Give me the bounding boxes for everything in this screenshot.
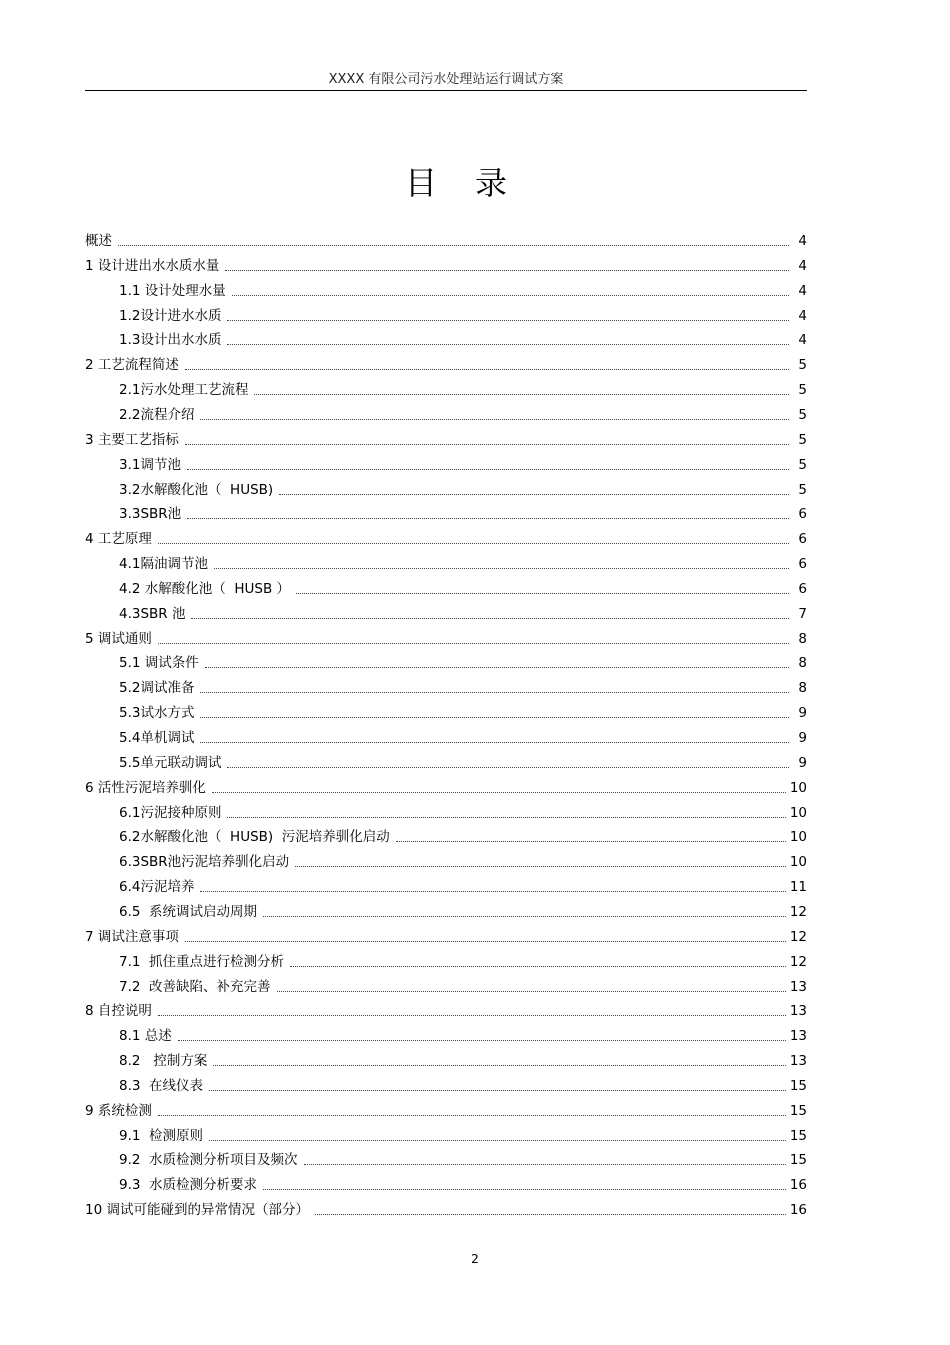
toc-entry-label: 7.2 改善缺陷、补充完善 [119,979,271,995]
toc-entry-label: 2 工艺流程简述 [85,357,179,373]
toc-entry-label: 5.5单元联动调试 [119,755,222,771]
toc-leader-dots [277,991,786,992]
toc-entry-page: 9 [798,705,807,721]
toc-entry-page: 4 [798,283,807,299]
toc-entry-label: 6.5 系统调试启动周期 [119,904,258,920]
toc-leader-dots [200,891,785,892]
toc-entry-label: 1.2设计进水水质 [119,308,222,324]
toc-leader-dots [214,568,789,569]
toc-entry-page: 5 [798,357,807,373]
toc-leader-dots [205,667,789,668]
toc-leader-dots [304,1164,786,1165]
toc-entry[interactable] [119,826,807,846]
toc-entry-page: 5 [798,482,807,498]
toc-leader-dots [396,841,786,842]
toc-entry-label: 6 活性污泥培养驯化 [85,780,206,796]
toc-leader-dots [185,369,789,370]
toc-entry[interactable] [119,280,807,300]
toc-entry[interactable] [119,603,807,623]
toc-leader-dots [158,543,789,544]
toc-entry[interactable] [119,851,807,871]
header-title: XXXX 有限公司污水处理站运行调试方案 [328,72,564,87]
toc-leader-dots [212,792,786,793]
toc-entry[interactable] [119,876,807,896]
toc-entry[interactable] [119,1174,807,1194]
toc-leader-dots [185,444,789,445]
toc-entry-page: 4 [798,233,807,249]
toc-entry-label: 8.2 控制方案 [119,1053,208,1069]
toc-entry-page: 10 [789,780,807,796]
toc-entry-label: 8.3 在线仪表 [119,1078,204,1094]
toc-leader-dots [187,469,789,470]
toc-entry[interactable] [85,628,807,648]
toc-entry-label: 9.2 水质检测分析项目及频次 [119,1152,298,1168]
toc-leader-dots [200,692,789,693]
toc-leader-dots [295,866,786,867]
toc-leader-dots [225,270,789,271]
toc-entry-label: 4.3SBR 池 [119,606,186,622]
toc-entry[interactable] [85,230,807,250]
toc-entry-label: 3.1调节池 [119,457,181,473]
toc-leader-dots [263,1189,786,1190]
toc-leader-dots [213,1065,785,1066]
toc-entry[interactable] [119,1025,807,1045]
toc-entry-page: 15 [789,1152,807,1168]
toc-leader-dots [254,394,789,395]
toc-entry-page: 6 [798,506,807,522]
toc-leader-dots [185,941,786,942]
toc-entry[interactable] [119,802,807,822]
toc-entry[interactable] [119,677,807,697]
toc-entry[interactable] [119,652,807,672]
toc-entry-label: 3.2水解酸化池（ HUSB) [119,482,274,498]
toc-leader-dots [232,295,789,296]
toc-entry-label: 4.2 水解酸化池（ HUSB ） [119,581,290,597]
toc-title: 目录 [404,164,545,202]
toc-entry-page: 6 [798,531,807,547]
toc-entry[interactable] [119,578,807,598]
toc-leader-dots [209,1090,786,1091]
toc-leader-dots [158,1115,786,1116]
toc-entry-page: 12 [789,929,807,945]
toc-entry-label: 9.3 水质检测分析要求 [119,1177,258,1193]
toc-leader-dots [158,1015,786,1016]
toc-entry-label: 5.4单机调试 [119,730,195,746]
toc-entry-page: 4 [798,308,807,324]
toc-entry-page: 5 [798,432,807,448]
toc-entry-label: 7 调试注意事项 [85,929,179,945]
toc-entry[interactable] [119,379,807,399]
toc-entry-page: 15 [789,1103,807,1119]
toc-leader-dots [227,320,789,321]
toc-leader-dots [178,1040,786,1041]
toc-entry-label: 2.2流程介绍 [119,407,195,423]
toc-entry-label: 9.1 检测原则 [119,1128,204,1144]
toc-entry-page: 5 [798,382,807,398]
toc-entry-label: 6.3SBR池污泥培养驯化启动 [119,854,290,870]
toc-entry-page: 16 [789,1202,807,1218]
toc-leader-dots [227,344,789,345]
toc-entry-page: 6 [798,581,807,597]
toc-entry-label: 4.1隔油调节池 [119,556,208,572]
toc-entry-page: 16 [789,1177,807,1193]
toc-entry[interactable] [85,926,807,946]
toc-entry-label: 10 调试可能碰到的异常情况（部分） [85,1202,309,1218]
toc-entry-label: 2.1污水处理工艺流程 [119,382,249,398]
toc-entry-page: 8 [798,680,807,696]
toc-leader-dots [279,494,789,495]
toc-entry[interactable] [119,454,807,474]
toc-leader-dots [209,1140,786,1141]
toc-entry-label: 概述 [85,233,112,249]
toc-entry[interactable] [119,752,807,772]
toc-entry[interactable] [85,528,807,548]
toc-entry-page: 5 [798,457,807,473]
toc-entry-label: 3 主要工艺指标 [85,432,179,448]
toc-entry[interactable] [85,429,807,449]
toc-leader-dots [227,767,789,768]
toc-leader-dots [118,245,789,246]
toc-entry[interactable] [85,354,807,374]
toc-entry[interactable] [119,1125,807,1145]
toc-entry-label: 6.2水解酸化池（ HUSB) 污泥培养驯化启动 [119,829,390,845]
toc-entry-page: 8 [798,631,807,647]
toc-entry-label: 1.3设计出水水质 [119,332,222,348]
toc-leader-dots [263,916,786,917]
toc-entry-page: 4 [798,332,807,348]
toc-entry-page: 10 [789,805,807,821]
toc-leader-dots [227,817,785,818]
toc-leader-dots [187,518,789,519]
toc-entry-page: 12 [789,904,807,920]
toc-entry-page: 13 [789,979,807,995]
toc-entry[interactable] [119,727,807,747]
toc-entry-label: 6.4污泥培养 [119,879,195,895]
toc-entry[interactable] [119,479,807,499]
toc-entry-label: 5 调试通则 [85,631,152,647]
toc-entry[interactable] [119,329,807,349]
toc-leader-dots [296,593,789,594]
toc-entry-page: 10 [789,854,807,870]
toc-entry-page: 8 [798,655,807,671]
toc-entry[interactable] [85,1199,807,1219]
toc-entry-page: 13 [789,1003,807,1019]
toc-entry[interactable] [119,702,807,722]
toc-entry[interactable] [119,503,807,523]
toc-entry[interactable] [85,1000,807,1020]
toc-leader-dots [191,618,789,619]
toc-entry-label: 1.1 设计处理水量 [119,283,226,299]
toc-entry[interactable] [119,951,807,971]
toc-entry-label: 8.1 总述 [119,1028,172,1044]
toc-entry-label: 7.1 抓住重点进行检测分析 [119,954,285,970]
toc-leader-dots [290,966,786,967]
toc-entry-label: 5.2调试准备 [119,680,195,696]
toc-entry[interactable] [119,1149,807,1169]
toc-leader-dots [158,643,789,644]
toc-entry-page: 7 [798,606,807,622]
toc-entry-page: 10 [789,829,807,845]
toc-entry-label: 5.3试水方式 [119,705,195,721]
toc-entry[interactable] [85,255,807,275]
toc-entry-label: 6.1污泥接种原则 [119,805,222,821]
toc-leader-dots [200,742,789,743]
toc-entry-page: 9 [798,730,807,746]
toc-entry[interactable] [85,777,807,797]
toc-leader-dots [200,717,789,718]
toc-entry[interactable] [85,1100,807,1120]
toc-entry[interactable] [119,553,807,573]
toc-entry-page: 15 [789,1128,807,1144]
page-header [85,68,807,91]
page-number: 2 [471,1252,479,1266]
toc-leader-dots [200,419,789,420]
toc-entry-label: 4 工艺原理 [85,531,152,547]
toc-entry-label: 1 设计进出水水质水量 [85,258,220,274]
toc-entry-page: 13 [789,1028,807,1044]
toc-entry-page: 12 [789,954,807,970]
toc-entry-label: 8 自控说明 [85,1003,152,1019]
toc-entry[interactable] [119,901,807,921]
toc-entry-label: 3.3SBR池 [119,506,182,522]
toc-entry[interactable] [119,305,807,325]
toc-entry[interactable] [119,1050,807,1070]
toc-entry[interactable] [119,1075,807,1095]
toc-entry-label: 9 系统检测 [85,1103,152,1119]
toc-entry-page: 13 [789,1053,807,1069]
toc-entry-page: 15 [789,1078,807,1094]
toc-entry-page: 9 [798,755,807,771]
toc-entry-page: 6 [798,556,807,572]
toc-entry-label: 5.1 调试条件 [119,655,199,671]
toc-entry-page: 5 [798,407,807,423]
toc-entry[interactable] [119,404,807,424]
toc-leader-dots [315,1214,786,1215]
toc-entry-page: 4 [798,258,807,274]
toc-entry-page: 11 [789,879,807,895]
toc-entry[interactable] [119,976,807,996]
